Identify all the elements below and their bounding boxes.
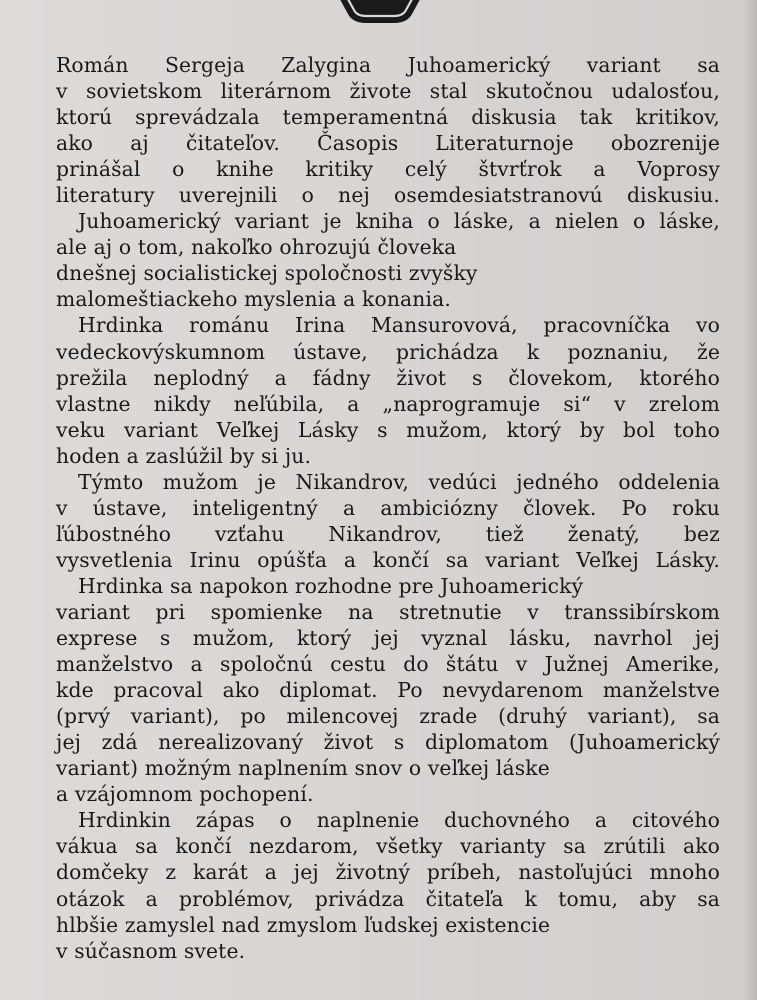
text-line: kde pracoval ako diplomat. Po nevydarenom manželstve [56,678,720,703]
text-line: vákua sa končí nezdarom, všetky varianty sa zrútili ako [56,834,720,859]
text-line: exprese s mužom, ktorý jej vyznal lásku, navrhol jej [56,626,720,651]
text-line: v ústave, inteligentný a ambiciózny človek. Po roku [56,495,720,520]
blurb-text [56,52,720,964]
text-line: veku variant Veľkej Lásky s mužom, ktorý by bol toho [56,417,720,442]
text-line: ľúbostného vzťahu Nikandrov, tiež ženatý, bez [56,521,720,546]
text-line: vysvetlenia Irinu opúšťa a končí sa variant Veľkej Lásky. [56,547,720,572]
text-line: Hrdinkin zápas o naplnenie duchovného a citového [78,808,720,833]
text-line: a vzájomnom pochopení. [56,782,314,807]
text-line: vedeckovýskumnom ústave, prichádza k poznaniu, že [56,339,720,364]
text-line: otázok a problémov, privádza čitateľa k tomu, aby sa [56,886,720,911]
text-line: manželstvo a spoločnú cestu do štátu v Južnej Amerike, [56,652,720,677]
text-line: Hrdinka románu Irina Mansurovová, pracovníčka vo [78,313,720,338]
text-line: Juhoamerický variant je kniha o láske, a nielen o láske, [78,209,720,234]
text-line: variant) možným naplnením snov o veľkej láske [56,756,550,781]
text-line: v súčasnom svete. [56,938,246,963]
text-line: ktorú sprevádzala temperamentná diskusia tak kritikov, [56,105,720,130]
text-line: variant pri spomienke na stretnutie v transsibírskom [56,599,720,624]
text-line: dnešnej socialistickej spoločnosti zvyšky [56,261,478,286]
text-line: ale aj o tom, nakoľko ohrozujú človeka [56,235,457,260]
text-line: prežila neplodný a fádny život s človekom, ktorého [56,365,720,390]
book-emblem-icon [330,0,430,36]
text-line: malomeštiackeho myslenia a konania. [56,287,451,312]
page-edge-shadow [743,0,757,1000]
text-line: Hrdinka sa napokon rozhodne pre Juhoamerický [78,573,584,598]
text-line: vlastne nikdy neľúbila, a „naprogramuje si“ v zrelom [56,391,720,416]
text-line: hoden a zaslúžil by si ju. [56,443,312,468]
text-line: ako aj čitateľov. Časopis Literaturnoje obozrenije [56,131,720,156]
text-line: hlbšie zamyslel nad zmyslom ľudskej existencie [56,912,551,937]
text-line: Román Sergeja Zalygina Juhoamerický variant sa [56,53,720,77]
text-line: jej zdá nerealizovaný život s diplomatom (Juhoamerický [56,730,720,755]
text-line: literatury uverejnili o nej osemdesiatstranovú diskusiu. [56,183,720,208]
text-line: (prvý variant), po milencovej zrade (druhý variant), sa [56,704,720,729]
text-line: v sovietskom literárnom živote stal skutočnou udalosťou, [56,79,720,104]
text-line: Týmto mužom je Nikandrov, vedúci jedného oddelenia [78,469,720,494]
text-line: domčeky z karát a jej životný príbeh, nastoľujúci mnoho [56,860,720,885]
text-line: prinášal o knihe kritiky celý štvrťrok a Voprosy [56,157,720,182]
